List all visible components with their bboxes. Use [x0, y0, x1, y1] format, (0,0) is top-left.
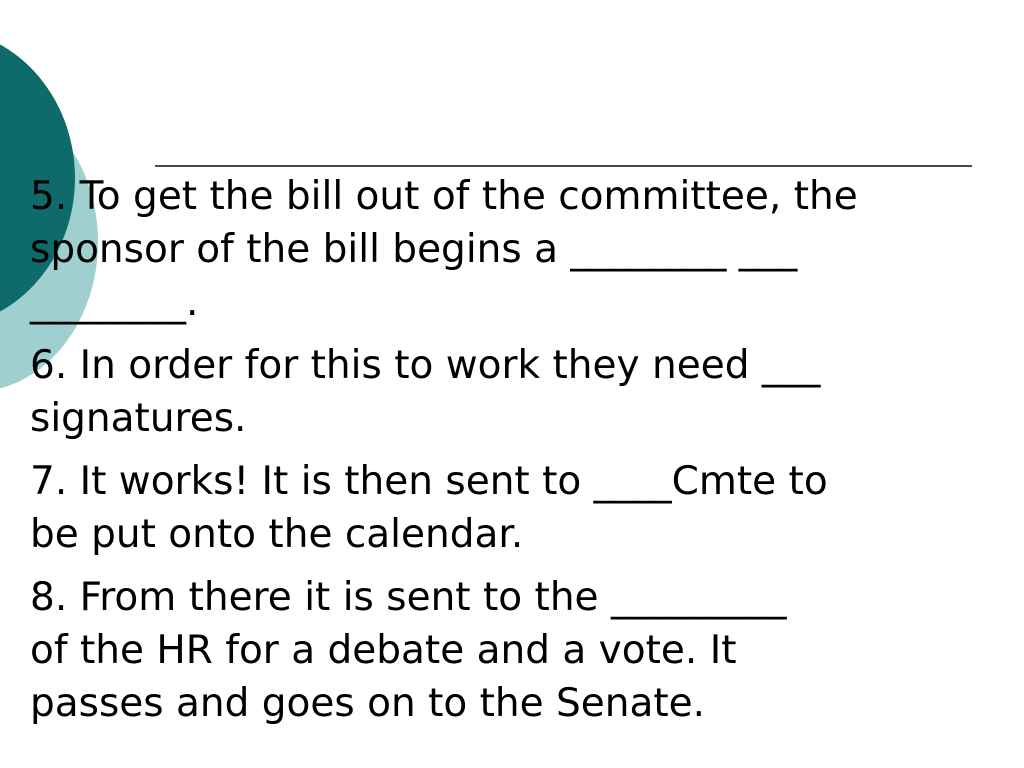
question-8-line-2: of the HR for a debate and a vote. It: [30, 628, 737, 673]
question-7-line-1: 7. It works! It is then sent to ____Cmte to: [30, 459, 828, 504]
question-7: [30, 455, 1000, 561]
question-5-line-1: 5. To get the bill out of the committee, the: [30, 174, 858, 219]
question-8: [30, 571, 1000, 730]
question-8-line-3: passes and goes on to the Senate.: [30, 681, 706, 726]
question-6-line-1: 6. In order for this to work they need ___: [30, 343, 821, 388]
question-5-line-2: sponsor of the bill begins a ________ ___: [30, 227, 798, 272]
question-8-line-1: 8. From there it is sent to the _________: [30, 575, 787, 620]
question-list: [30, 170, 1000, 740]
question-6-line-2: signatures.: [30, 396, 247, 441]
question-7-line-2: be put onto the calendar.: [30, 512, 524, 557]
question-6: [30, 339, 1000, 445]
question-5: [30, 170, 1000, 329]
question-5-line-3: ________.: [30, 280, 199, 325]
title-underline: [155, 165, 972, 167]
